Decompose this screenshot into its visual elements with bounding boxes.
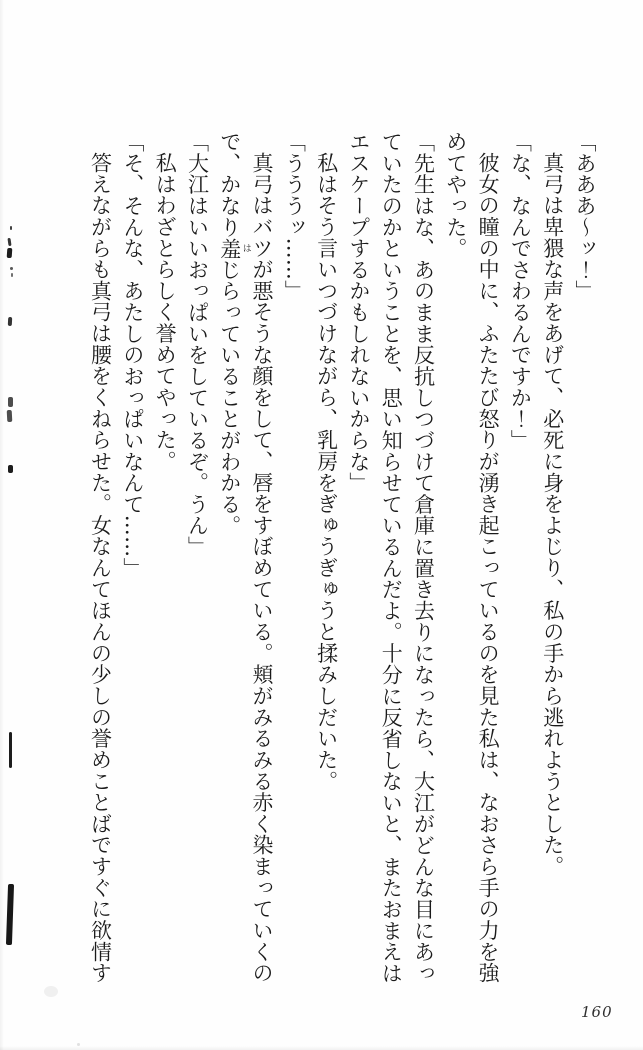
page-edge-shadow-bottom — [0, 1046, 643, 1050]
ink-mark — [7, 248, 13, 258]
ink-mark — [7, 410, 13, 422]
paragraph-narration: 私はそう言いつづけながら、乳房をぎゅうぎゅうと揉みしだいた。 — [314, 152, 339, 792]
ink-mark — [8, 317, 12, 326]
text-block — [84, 131, 601, 984]
ink-mark — [10, 226, 12, 230]
paragraph-dialogue: 「な、なんでさわるんですか！」 — [508, 131, 533, 451]
paragraph-narration: 答えながらも真弓は腰をくねらせた。女なんてほんの少しの誉めことばですぐに欲情す — [88, 152, 113, 984]
scan-smudge — [44, 986, 58, 997]
ink-mark — [8, 397, 13, 407]
paragraph-narration: 真弓はバツが悪そうな顔をして、唇をすぼめている。頬がみるみる赤く染まっていくので、かなり羞 はじらっていることがわかる。 — [217, 131, 275, 984]
page-number: 160 — [581, 1003, 613, 1021]
page-edge-shadow-left — [0, 0, 4, 1050]
paragraph-dialogue: 「先生はな、あのまま反抗しつづけて倉庫に置き去りになったら、大江がどんな目にあっていたのかということを、思い知らせているんだよ。十分に反省しないと、またおまえはエスケープするかもしれないからな」 — [346, 131, 436, 984]
scan-smudge — [77, 1043, 80, 1046]
paragraph-narration: 彼女の瞳の中に、ふたたび怒りが湧き起こっているのを見た私は、なおさら手の力を強めてやった。 — [443, 131, 501, 984]
ink-mark — [8, 465, 13, 473]
paragraph-narration: 私はわざとらしく誉めてやった。 — [153, 152, 178, 472]
paragraph-dialogue: 「うううッ……」 — [282, 131, 307, 302]
ink-mark — [10, 267, 13, 270]
furigana-annotation: 羞 は — [217, 237, 251, 259]
paragraph-dialogue: 「大江はいいおっぱいをしているぞ。うん」 — [185, 131, 210, 558]
paragraph-narration: 真弓は卑猥な声をあげて、必死に身をよじり、私の手から逃れようとした。 — [540, 152, 565, 877]
ink-mark — [11, 273, 13, 277]
paragraph-dialogue: 「そ、そんな、あたしのおっぱいなんて……」 — [120, 131, 145, 579]
paragraph-dialogue: 「あああ〜ッ！」 — [573, 131, 597, 302]
ink-mark — [7, 238, 11, 246]
ink-mark — [6, 884, 14, 945]
ink-mark — [9, 732, 12, 768]
